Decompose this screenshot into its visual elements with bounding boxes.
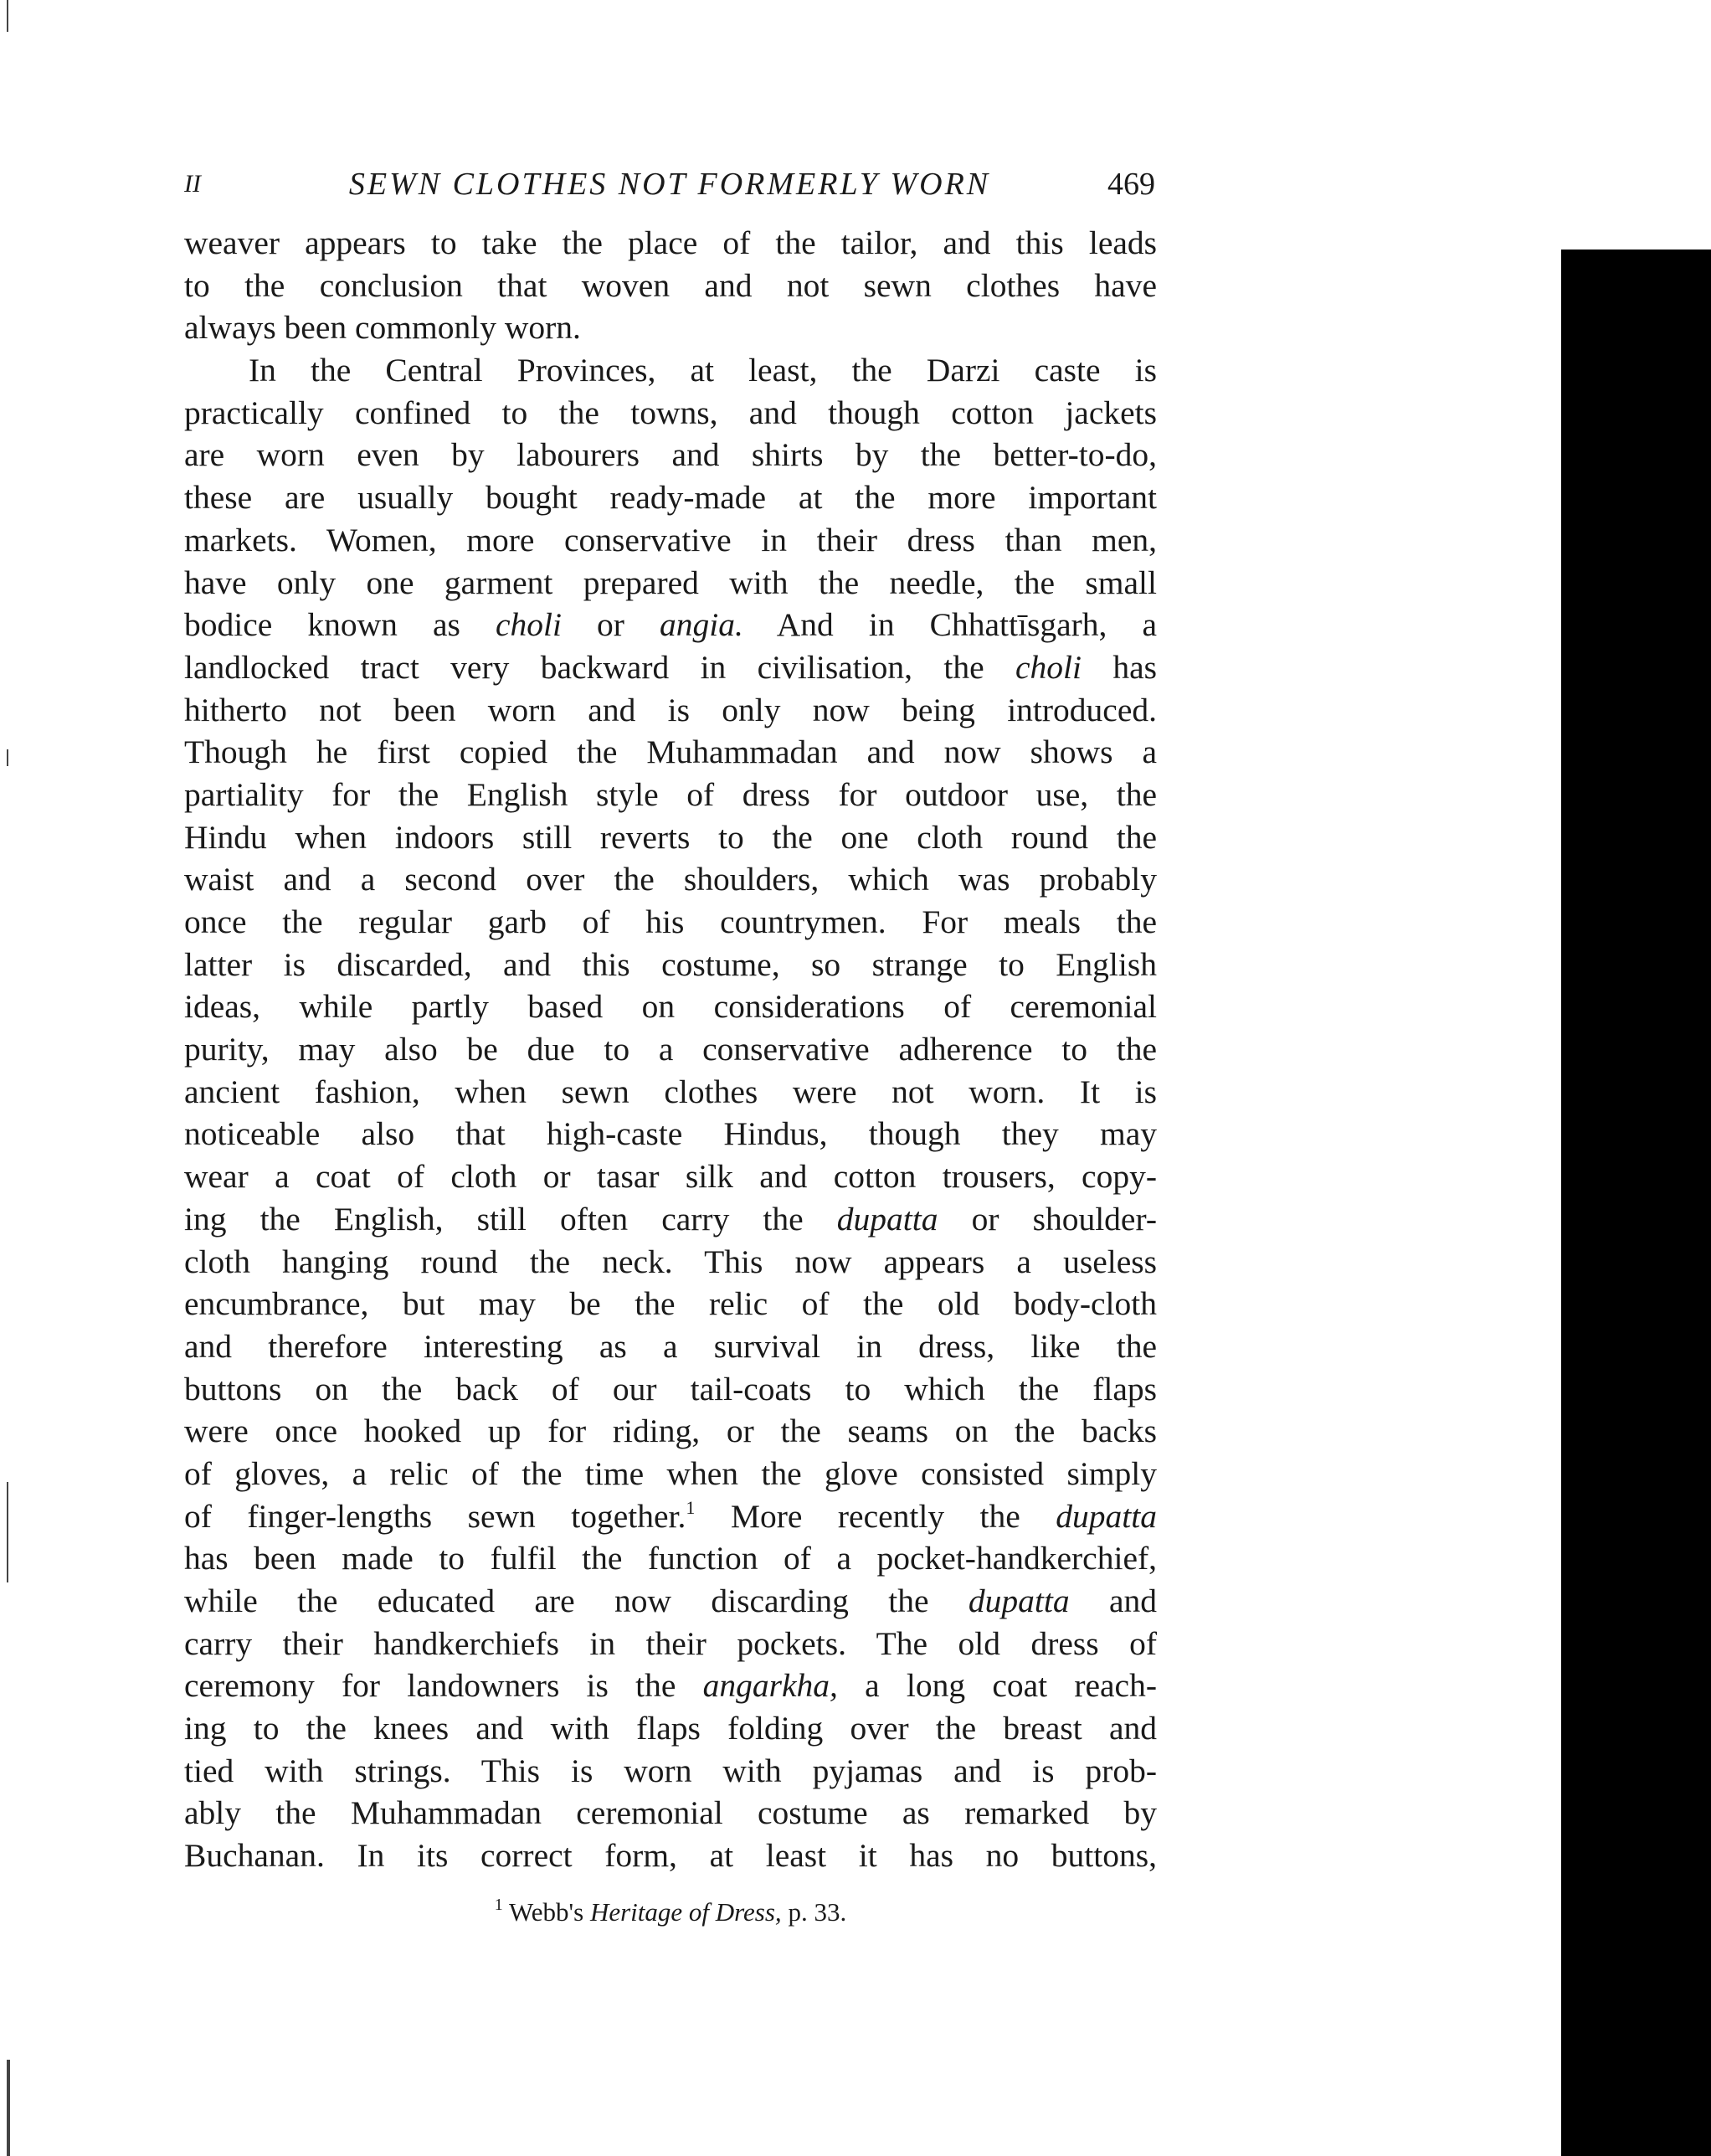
text-run: a long coat reach-	[837, 1667, 1157, 1705]
text-run: weaver appears to take the place of the tailor, and this leads	[184, 224, 1157, 261]
text-line	[184, 901, 1157, 944]
text-run: markets. Women, more conservative in their dress than men,	[184, 521, 1157, 558]
text-line	[184, 689, 1157, 732]
text-run: partiality for the English style of dress for outdoor use, the	[184, 775, 1157, 813]
text-run: bodice known as	[184, 606, 496, 644]
footnote-marker: 1	[494, 1896, 503, 1914]
text-run: cloth hanging round the neck. This now appears a useless	[184, 1243, 1157, 1280]
footnote-title: Heritage of Dress,	[589, 1897, 782, 1927]
text-run: And in Chhattīsgarh, a	[742, 606, 1157, 644]
text-run: waist and a second over the shoulders, which was probably	[184, 861, 1157, 898]
text-line	[184, 1368, 1157, 1411]
text-run: buttons on the back of our tail-coats to which the flaps	[184, 1370, 1157, 1407]
text-run: these are usually bought ready-made at the more important	[184, 479, 1157, 517]
text-run: Buchanan. In its correct form, at least it has no buttons,	[184, 1837, 1157, 1875]
text-run: encumbrance, but may be the relic of the old body-cloth	[184, 1285, 1157, 1323]
text-run: In the Central Provinces, at least, the Darzi caste is	[249, 352, 1157, 389]
margin-mark	[7, 0, 8, 32]
text-run: of finger-lengths sewn together.	[184, 1497, 686, 1535]
text-line	[184, 265, 1157, 307]
text-run: ing the English, still often carry the	[184, 1200, 837, 1238]
text-line	[184, 944, 1157, 986]
text-run: once the regular garb of his countrymen. For meals the	[184, 903, 1157, 940]
text-line	[184, 1410, 1157, 1453]
text-run: while the educated are now discarding the	[184, 1582, 969, 1619]
text-run: practically confined to the towns, and though cotton jackets	[184, 394, 1157, 431]
margin-mark	[7, 2060, 10, 2156]
text-line	[184, 1750, 1157, 1793]
text-run: latter is discarded, and this costume, so strange to English	[184, 945, 1157, 983]
text-line	[184, 519, 1157, 562]
text-run: More recently the	[695, 1497, 1056, 1535]
text-run: ably the Muhammadan ceremonial costume as remarked by	[184, 1794, 1157, 1832]
text-line	[184, 434, 1157, 476]
text-line	[184, 1198, 1157, 1241]
text-line	[184, 1155, 1157, 1198]
text-line	[184, 1623, 1157, 1665]
italic-term: angia.	[660, 606, 743, 644]
text-line	[184, 1241, 1157, 1284]
text-run: has been made to fulfil the function of a pocket-handkerchief,	[184, 1540, 1157, 1577]
text-line	[184, 1707, 1157, 1750]
text-line	[184, 349, 1157, 392]
chapter-number: II	[184, 170, 201, 198]
text-run: carry their handkerchiefs in their pockets. The old dress of	[184, 1624, 1157, 1662]
italic-term: angarkha,	[702, 1667, 838, 1705]
text-line	[184, 1834, 1157, 1877]
text-run: noticeable also that high-caste Hindus, though they may	[184, 1115, 1157, 1153]
text-run: were once hooked up for riding, or the seams on the backs	[184, 1412, 1157, 1450]
text-line	[184, 1071, 1157, 1114]
running-title: SEWN CLOTHES NOT FORMERLY WORN	[348, 167, 991, 202]
text-run: or shoulder-	[938, 1200, 1157, 1238]
body-text	[184, 222, 1157, 1877]
text-run: ceremony for landowners is the	[184, 1667, 703, 1705]
text-run: to the conclusion that woven and not sewn clothes have	[184, 266, 1157, 304]
text-line	[184, 222, 1157, 265]
text-run: and	[1069, 1582, 1157, 1619]
italic-term: choli	[1015, 648, 1082, 686]
text-run: has	[1082, 648, 1157, 686]
text-line	[184, 1537, 1157, 1580]
text-run: tied with strings. This is worn with pyjamas and is prob-	[184, 1752, 1157, 1789]
text-line	[184, 1325, 1157, 1368]
text-line	[184, 774, 1157, 816]
text-line	[184, 1580, 1157, 1623]
page-margin-right-top	[1561, 0, 1711, 251]
text-run: Hindu when indoors still reverts to the one cloth round the	[184, 818, 1157, 856]
text-run: wear a coat of cloth or tasar silk and cotton trousers, copy-	[184, 1158, 1157, 1196]
text-line	[184, 816, 1157, 859]
footnote	[184, 1894, 1157, 1931]
text-run: purity, may also be due to a conservative adherence to the	[184, 1031, 1157, 1068]
text-line	[184, 1495, 1157, 1538]
text-run: are worn even by labourers and shirts by the better-to-do,	[184, 436, 1157, 474]
text-line	[184, 1453, 1157, 1495]
italic-term: dupatta	[968, 1582, 1070, 1619]
text-line	[184, 1283, 1157, 1325]
text-run: landlocked tract very backward in civilisation, the	[184, 648, 1016, 686]
text-run: always been commonly worn.	[184, 309, 581, 347]
margin-mark	[7, 749, 8, 766]
text-line	[184, 1028, 1157, 1071]
text-run: ing to the knees and with flaps folding over the breast and	[184, 1710, 1157, 1747]
footnote-suffix: p. 33.	[781, 1897, 847, 1927]
text-run: and therefore interesting as a survival in dress, like the	[184, 1327, 1157, 1365]
text-line	[184, 731, 1157, 774]
text-line	[184, 392, 1157, 435]
text-run: ancient fashion, when sewn clothes were not worn. It is	[184, 1073, 1157, 1110]
text-run: hitherto not been worn and is only now being introduced.	[184, 691, 1157, 728]
text-line	[184, 858, 1157, 901]
text-line	[184, 646, 1157, 689]
text-line	[184, 604, 1157, 646]
text-line	[184, 1792, 1157, 1834]
page-number: 469	[1107, 167, 1155, 202]
footnote-reference: 1	[686, 1496, 696, 1518]
footnote-prefix: Webb's	[502, 1897, 590, 1927]
text-line	[184, 1113, 1157, 1155]
text-run: Though he first copied the Muhammadan and now shows a	[184, 733, 1157, 771]
italic-term: choli	[495, 606, 562, 644]
italic-term: dupatta	[836, 1200, 938, 1238]
text-line	[184, 1665, 1157, 1707]
text-line	[184, 562, 1157, 605]
text-line	[184, 306, 1157, 349]
scan-shadow-edge	[1561, 250, 1711, 2156]
margin-mark	[7, 1482, 8, 1582]
text-run: ideas, while partly based on considerations of ceremonial	[184, 988, 1157, 1026]
text-line	[184, 476, 1157, 519]
text-run: of gloves, a relic of the time when the glove consisted simply	[184, 1454, 1157, 1492]
text-run: or	[561, 606, 660, 644]
italic-term: dupatta	[1056, 1497, 1157, 1535]
running-header	[184, 159, 1155, 209]
text-run: have only one garment prepared with the needle, the small	[184, 563, 1157, 601]
text-line	[184, 985, 1157, 1028]
